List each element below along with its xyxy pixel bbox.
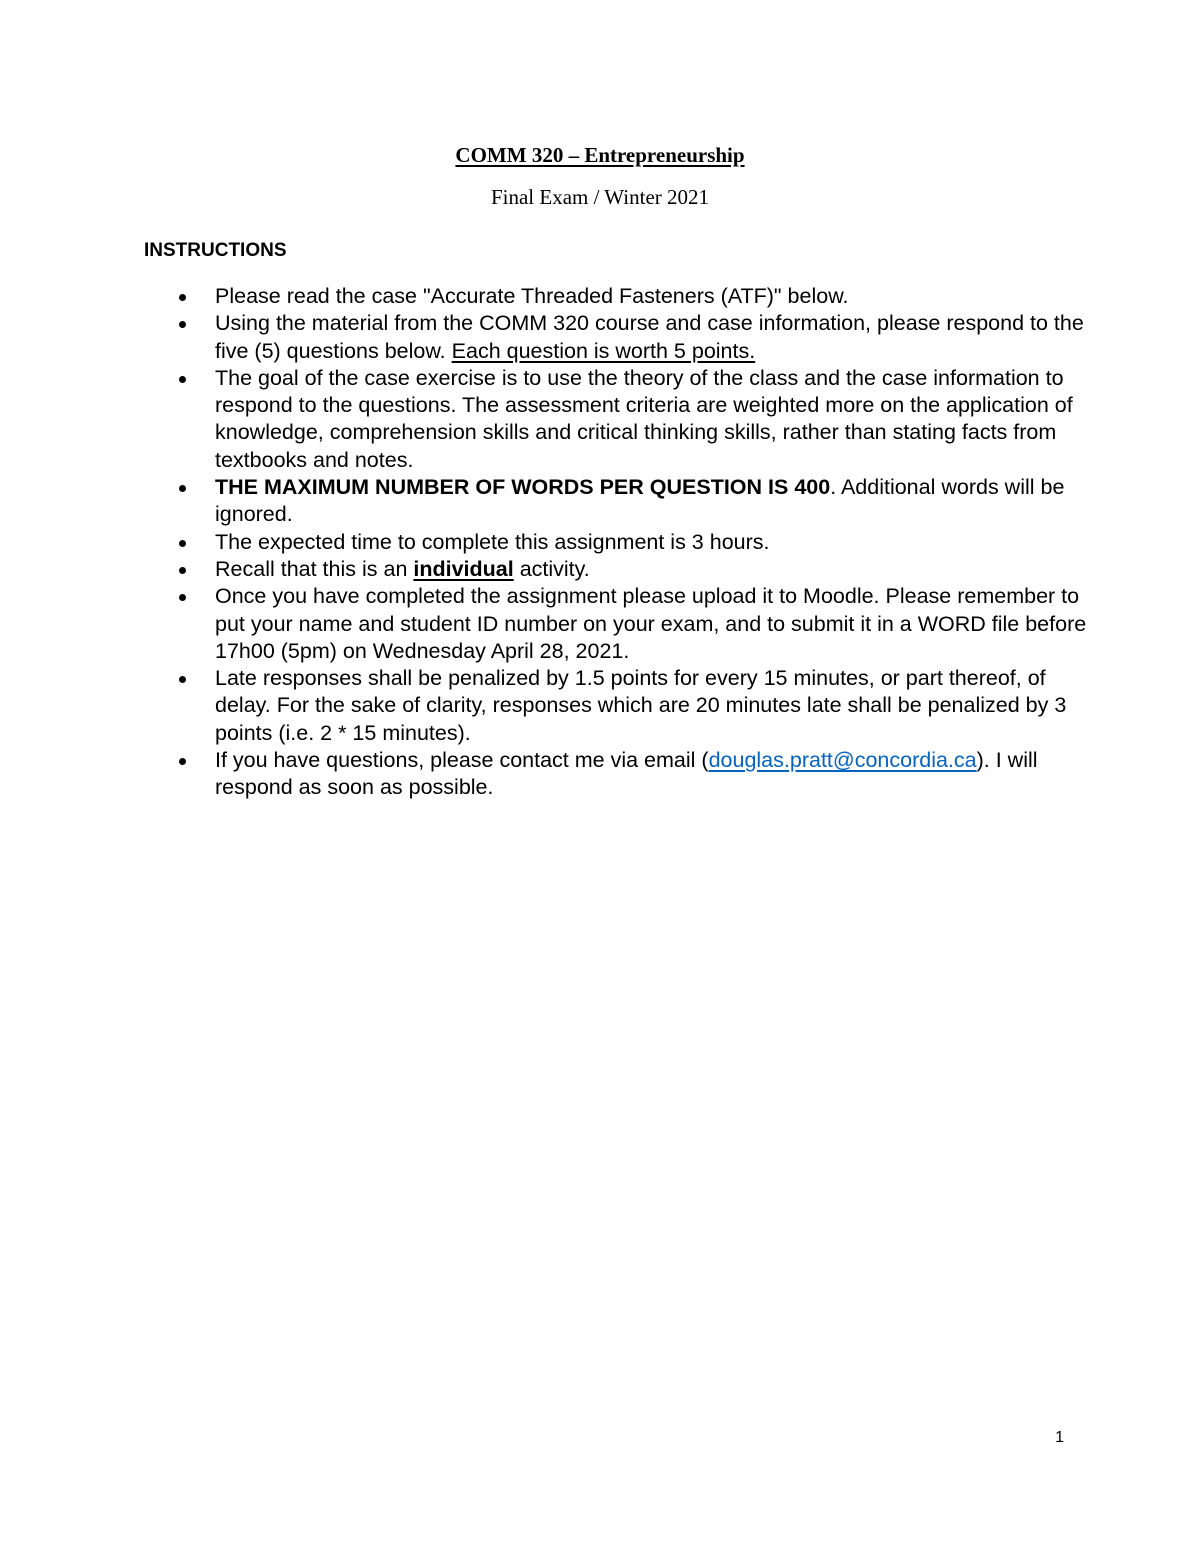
list-item-late-penalty <box>215 665 1095 747</box>
bullet-icon <box>179 540 186 547</box>
list-item-individual <box>215 556 1095 583</box>
list-item-text: Recall that this is an <box>215 556 414 581</box>
bullet-icon <box>179 567 186 574</box>
list-item-text: . Additional words will be ignored. <box>215 475 1065 527</box>
bullet-icon <box>179 294 186 301</box>
document-title: COMM 320 – Entrepreneurship <box>455 143 745 167</box>
points-note: Each question is worth 5 points. <box>451 338 756 363</box>
instructions-list <box>0 283 1200 802</box>
bullet-icon <box>179 376 186 383</box>
list-item-text: Please read the case "Accurate Threaded Fasteners (ATF)" below. <box>215 284 849 308</box>
list-item-expected-time <box>215 529 1095 556</box>
list-item-read-case <box>215 283 1095 310</box>
list-item-text: Late responses shall be penalized by 1.5 points for every 15 minutes, or part thereof, of delay. For the sake of clarity, responses which are 20 minutes late shall be penalized by 3 points (i.e. 2 * 15 minutes). <box>215 666 1067 745</box>
list-item-text: If you have questions, please contact me via email ( <box>215 748 709 773</box>
list-item-word-limit <box>215 474 1095 529</box>
word-limit-emphasis: THE MAXIMUM NUMBER OF WORDS PER QUESTION IS 400 <box>215 475 831 500</box>
list-item-respond-questions <box>215 310 1095 365</box>
bullet-icon <box>179 321 186 328</box>
bullet-icon <box>179 676 186 683</box>
bullet-icon <box>179 485 186 492</box>
bullet-icon <box>179 758 186 765</box>
instructions-heading: INSTRUCTIONS <box>144 240 287 261</box>
list-item-text: Using the material from the COMM 320 course and case information, please respond to the five (5) questions below. <box>215 311 1084 363</box>
page-number: 1 <box>1055 1429 1064 1446</box>
list-item-text: The goal of the case exercise is to use the theory of the class and the case information to respond to the questions. The assessment criteria are weighted more on the application of knowledge, comprehension skills and critical thinking skills, rather than stating facts from textbooks and notes. <box>215 365 1073 472</box>
list-item-contact <box>215 747 1095 802</box>
bullet-icon <box>179 594 186 601</box>
list-item-text: activity. <box>513 556 590 581</box>
email-link[interactable]: douglas.pratt@concordia.ca <box>708 748 977 773</box>
list-item-text: ). I will respond as soon as possible. <box>215 748 1038 800</box>
list-item-text: The expected time to complete this assignment is 3 hours. <box>215 529 770 554</box>
list-item-goal <box>215 365 1095 474</box>
individual-emphasis: individual <box>413 556 514 581</box>
list-item-upload <box>215 583 1095 665</box>
document-subtitle: Final Exam / Winter 2021 <box>490 185 710 209</box>
list-item-text: Once you have completed the assignment please upload it to Moodle. Please remember to put your name and student ID number on your exam, and to submit it in a WORD file before 17h00 (5pm) on Wednesday April 28, 2021. <box>215 584 1087 663</box>
